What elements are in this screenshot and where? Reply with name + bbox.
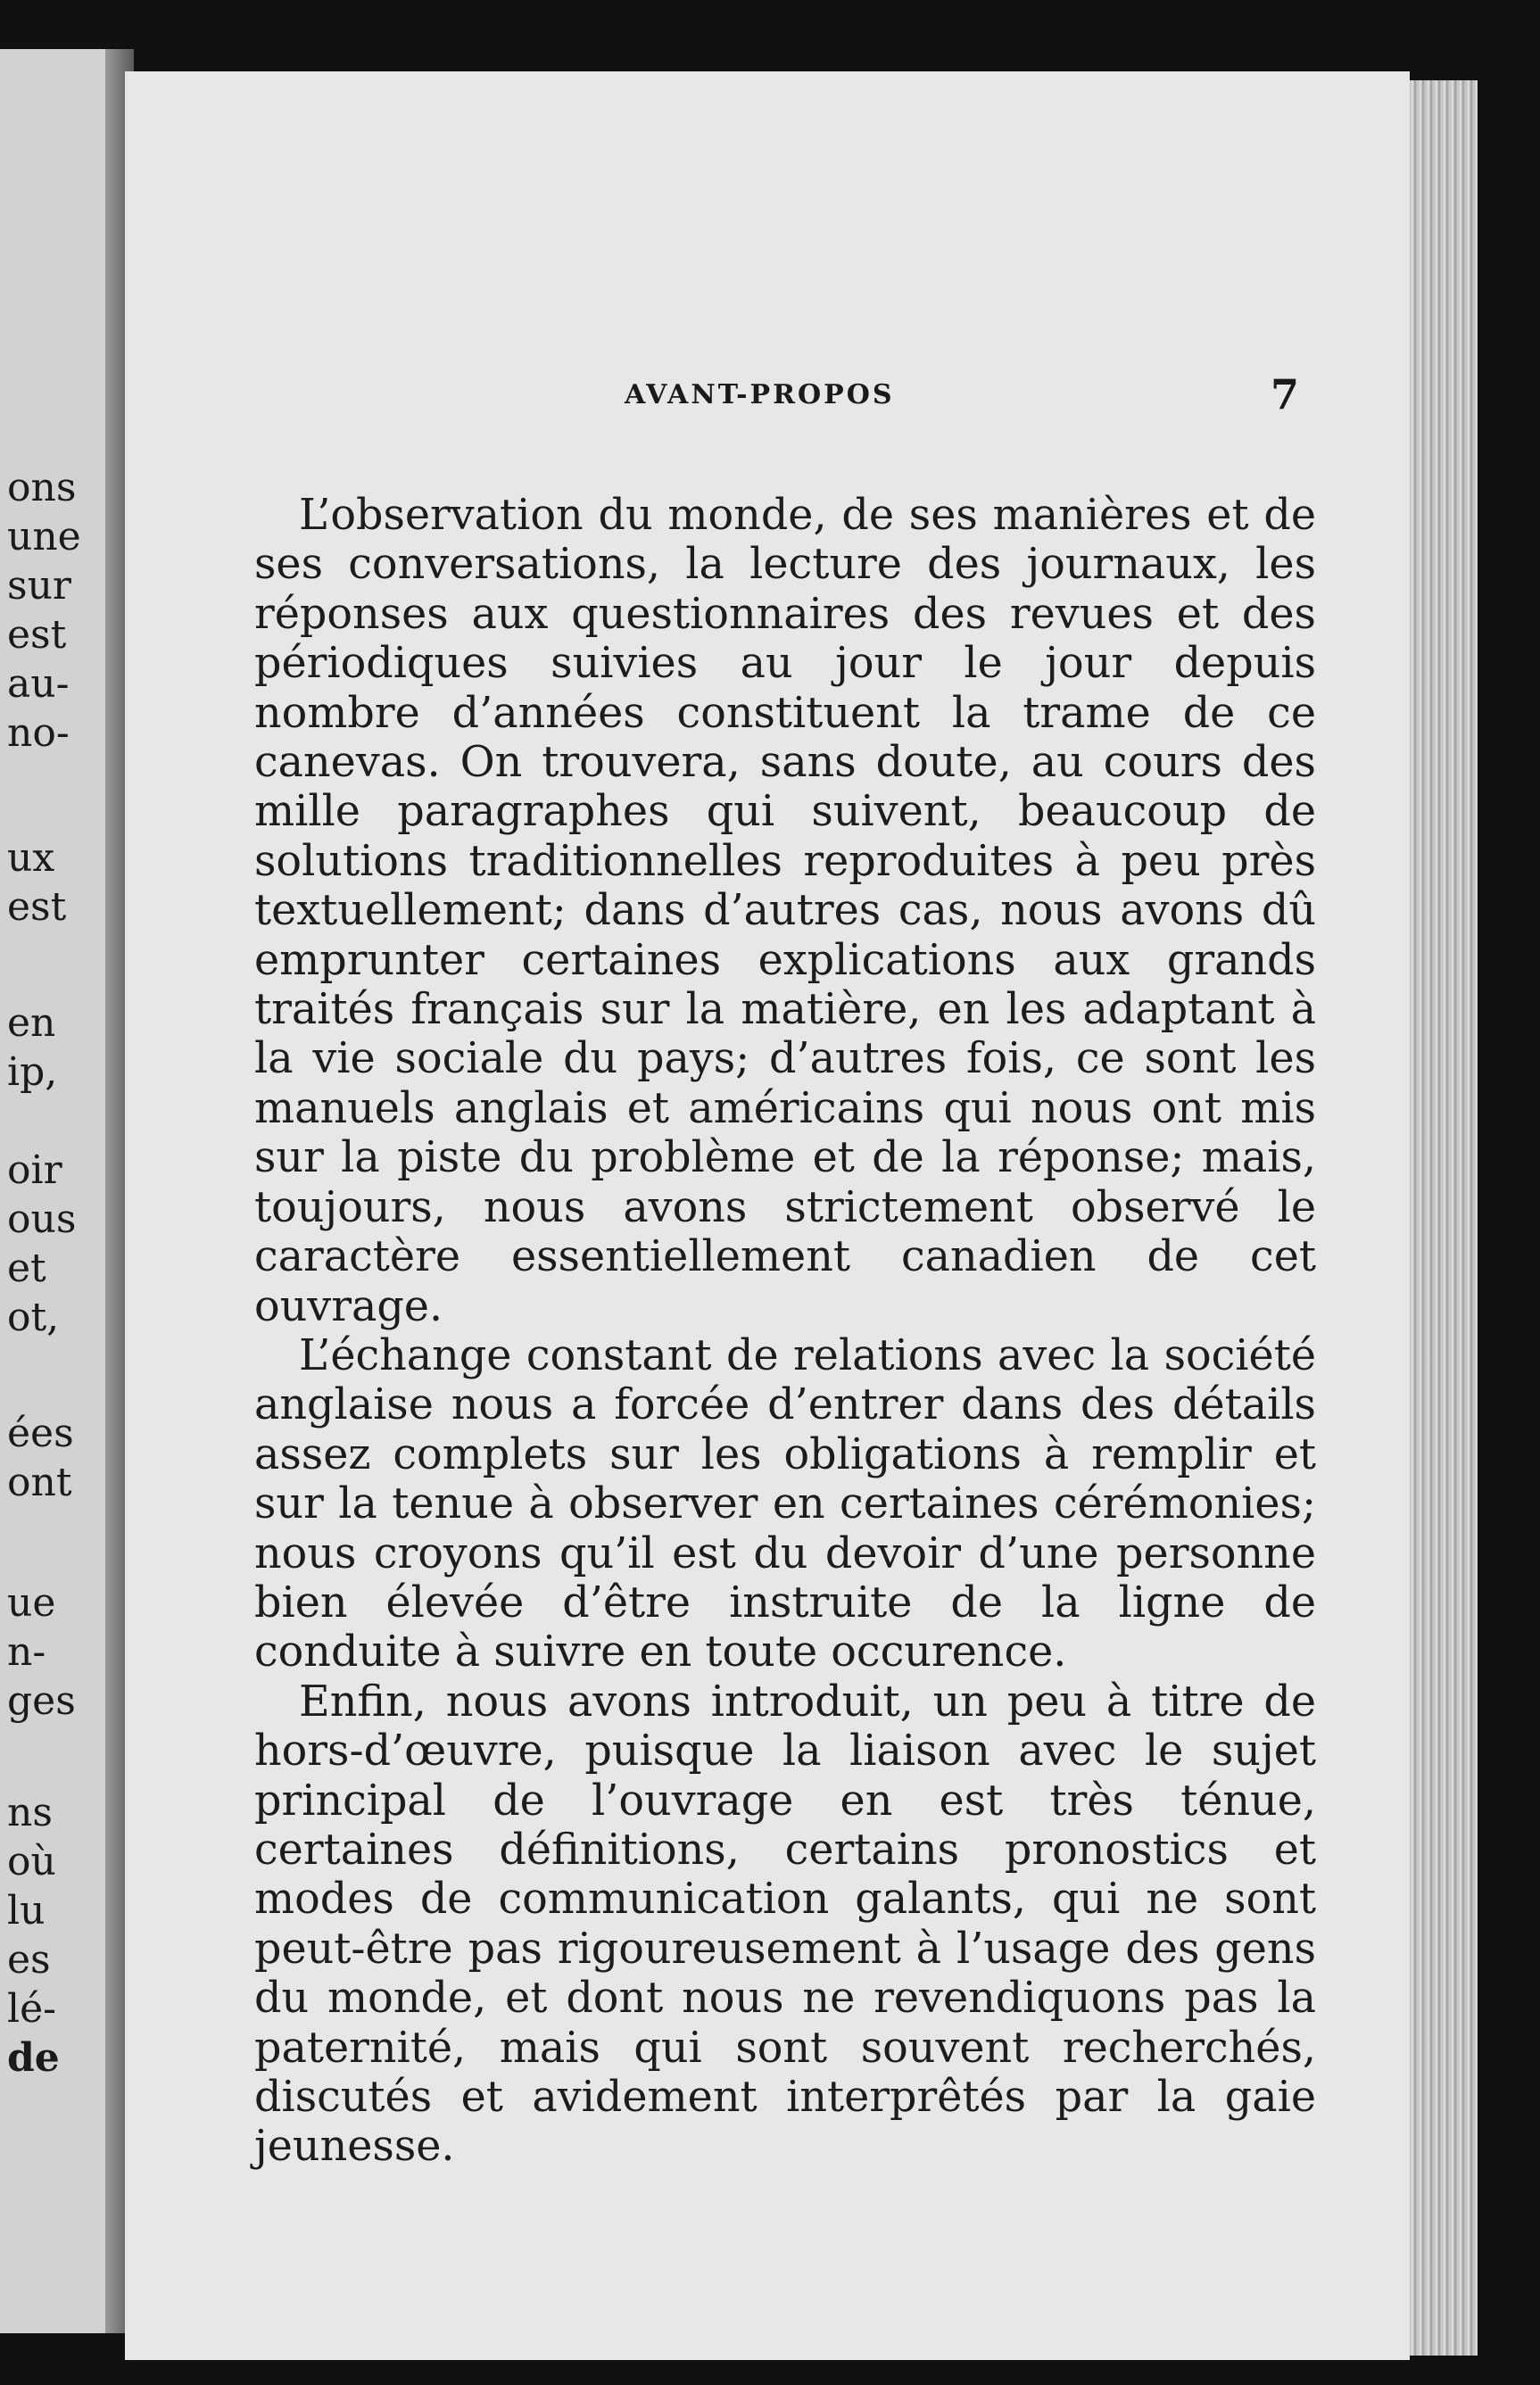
left-page-text: ns <box>7 1790 53 1835</box>
left-page-text: est <box>7 884 67 930</box>
left-page-text: ip, <box>7 1049 58 1095</box>
left-page-text: ue <box>7 1580 56 1626</box>
left-page-text: ux <box>7 835 55 881</box>
left-page-text: ont <box>7 1460 72 1505</box>
left-page-text: ées <box>7 1411 74 1456</box>
left-page-text: de <box>7 2035 60 2081</box>
left-page-text: oir <box>7 1147 62 1193</box>
book-page <box>125 71 1410 2360</box>
left-page-text: est <box>7 612 67 658</box>
paragraph: Enfin, nous avons introduit, un peu à titre de hors-d’œuvre, puisque la liaison avec le sujet principal de l’ouvrage en est très ténue, certaines définitions, certains pronostics et modes de communication galants, qui ne sont peut-être pas rigoureusement à l’usage des gens du monde, et dont nous ne revendiquons pas la paternité, mais qui sont souvent recherchés, discutés et avidement interprêtés par la gaie jeunesse. <box>254 1677 1316 2172</box>
left-page-text: ot, <box>7 1295 60 1340</box>
paragraph: L’observation du monde, de ses manières et de ses conversations, la lecture des journaux, les réponses aux questionnaires des revues et des périodiques suivies au jour le jour depuis nombre d’années constituent la trame de ce canevas. On trouvera, sans doute, au cours des mille paragraphes qui suivent, beaucoup de solutions traditionnelles reproduites à peu près textuellement; dans d’autres cas, nous avons dû emprunter certaines explications aux grands traités français sur la matière, en les adaptant à la vie sociale du pays; d’autres fois, ce sont les manuels anglais et américains qui nous ont mis sur la piste du problème et de la réponse; mais, toujours, nous avons strictement observé le caractère essentiellement canadien de cet ouvrage. <box>254 491 1316 1331</box>
left-page-text: en <box>7 1000 56 1046</box>
left-page-text: n- <box>7 1629 46 1675</box>
left-page-text: ous <box>7 1197 77 1242</box>
left-page-text: es <box>7 1937 51 1983</box>
running-header: AVANT-PROPOS <box>625 379 895 410</box>
left-page-text: ges <box>7 1678 76 1724</box>
left-page-text: no- <box>7 710 70 756</box>
body-text <box>254 491 1316 2172</box>
left-page-text: lé- <box>7 1986 56 2032</box>
left-page-text: sur <box>7 563 71 609</box>
left-page-text: ons <box>7 465 77 510</box>
left-page-text: une <box>7 514 81 559</box>
page-number: 7 <box>1271 370 1300 418</box>
left-page-text: et <box>7 1246 46 1291</box>
paragraph: L’échange constant de relations avec la société anglaise nous a forcée d’entrer dans des détails assez complets sur les obligations à remplir et sur la tenue à observer en certaines cérémonies; nous croyons qu’il est du devoir d’une personne bien élevée d’être instruite de la ligne de conduite à suivre en toute occurence. <box>254 1330 1316 1677</box>
left-page-text: lu <box>7 1888 46 1934</box>
left-page-text: au- <box>7 661 70 707</box>
left-page-text: où <box>7 1839 56 1884</box>
page-edges <box>1410 80 1478 2356</box>
